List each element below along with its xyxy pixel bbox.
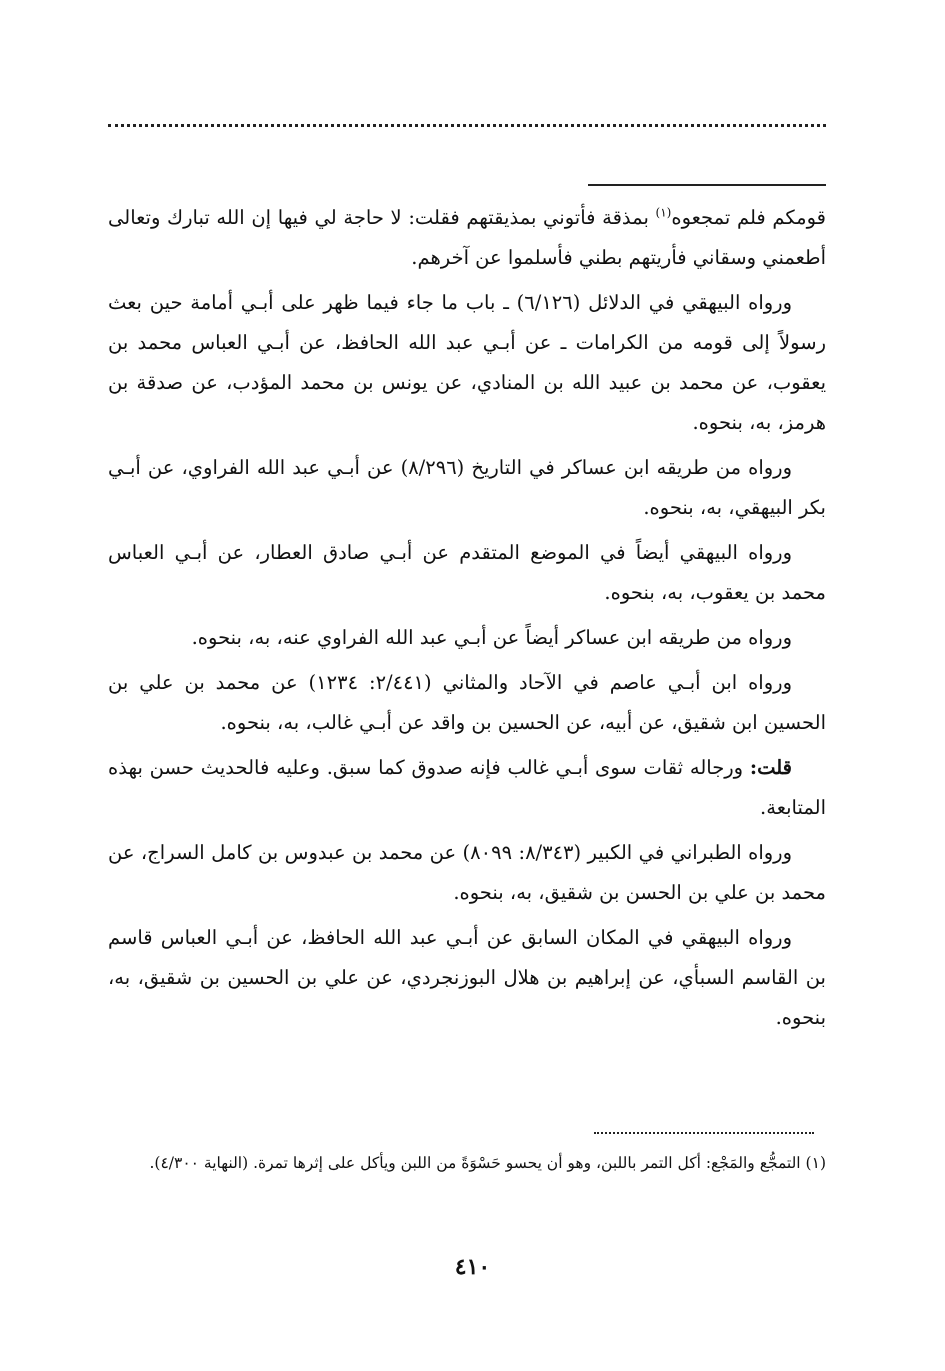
- paragraph: ورواه من طريقه ابن عساكر أيضاً عن أبـي عبد الله الفراوي عنه، به، بنحوه.: [191, 626, 792, 649]
- footnote-marker: (١): [805, 1154, 826, 1172]
- paragraph: ورواه البيهقي أيضاً في الموضع المتقدم عن أبـي صادق العطار، عن أبـي العباس محمد بن يعقوب، به، بنحوه.: [108, 541, 826, 604]
- footnote-text: التمجُّع والمَجْع: أكل التمر باللبن، وهو أن يحسو حَسْوَةً من اللبن ويأكل على إثرها تمرة. (النهاية ٤/٣٠٠).: [149, 1154, 806, 1172]
- main-text: [108, 198, 826, 1043]
- footnote: [108, 1148, 826, 1179]
- footnote-reference: (١): [655, 205, 672, 220]
- paragraph: ورواه الطبراني في الكبير (٨/٣٤٣: ٨٠٩٩) عن محمد بن عبدوس بن كامل السراج، عن محمد بن علي بن الحسن بن شقيق، به، بنحوه.: [108, 841, 826, 904]
- paragraph-text: قومكم فلم تمجعوه: [671, 206, 826, 229]
- paragraph-text: ورجاله ثقات سوى أبـي غالب فإنه صدوق كما سبق. وعليه فالحديث حسن بهذه المتابعة.: [108, 756, 826, 819]
- paragraph: ورواه من طريقه ابن عساكر في التاريخ (٨/٢٩٦) عن أبـي عبد الله الفراوي، عن أبـي بكر البيهقي، به، بنحوه.: [108, 456, 826, 519]
- footnotes: [108, 1148, 826, 1179]
- paragraph-continuation: [108, 198, 826, 278]
- footnote-separator: [594, 1132, 814, 1134]
- paragraph-note: [108, 748, 826, 828]
- paragraph-text: بمذقة فأتوني بمذيقتهم فقلت: لا حاجة لي فيها إن الله تبارك وتعالى أطعمني وسقاني فأريتهم بطني فأسلموا عن آخرهم.: [108, 206, 826, 269]
- top-dotted-separator: [108, 124, 826, 127]
- paragraph: ورواه البيهقي في الدلائل (٦/١٢٦) ـ باب ما جاء فيما ظهر على أبـي أمامة حين بعث رسولاً إلى قومه من الكرامات ـ عن أبـي عبد الله الحافظ، عن أبـي العباس محمد بن يعقوب، عن محمد بن عبيد الله بن المنادي، عن يونس بن محمد المؤدب، عن صدقة بن هرمز، به، بنحوه.: [108, 291, 826, 434]
- header-rule: [588, 184, 826, 186]
- page-number: ٤١٠: [454, 1254, 491, 1280]
- paragraph: ورواه ابن أبـي عاصم في الآحاد والمثاني (٢/٤٤١: ١٢٣٤) عن محمد بن علي بن الحسين ابن شقيق، عن أبيه، عن الحسين بن واقد عن أبـي غالب، به، بنحوه.: [108, 671, 826, 734]
- paragraph: ورواه البيهقي في المكان السابق عن أبـي عبد الله الحافظ، عن أبـي العباس قاسم بن القاسم السبأي، عن إبراهيم بن هلال البوزنجردي، عن علي بن الحسين بن شقيق، به، بنحوه.: [108, 926, 826, 1029]
- note-lead: قلت:: [749, 756, 792, 779]
